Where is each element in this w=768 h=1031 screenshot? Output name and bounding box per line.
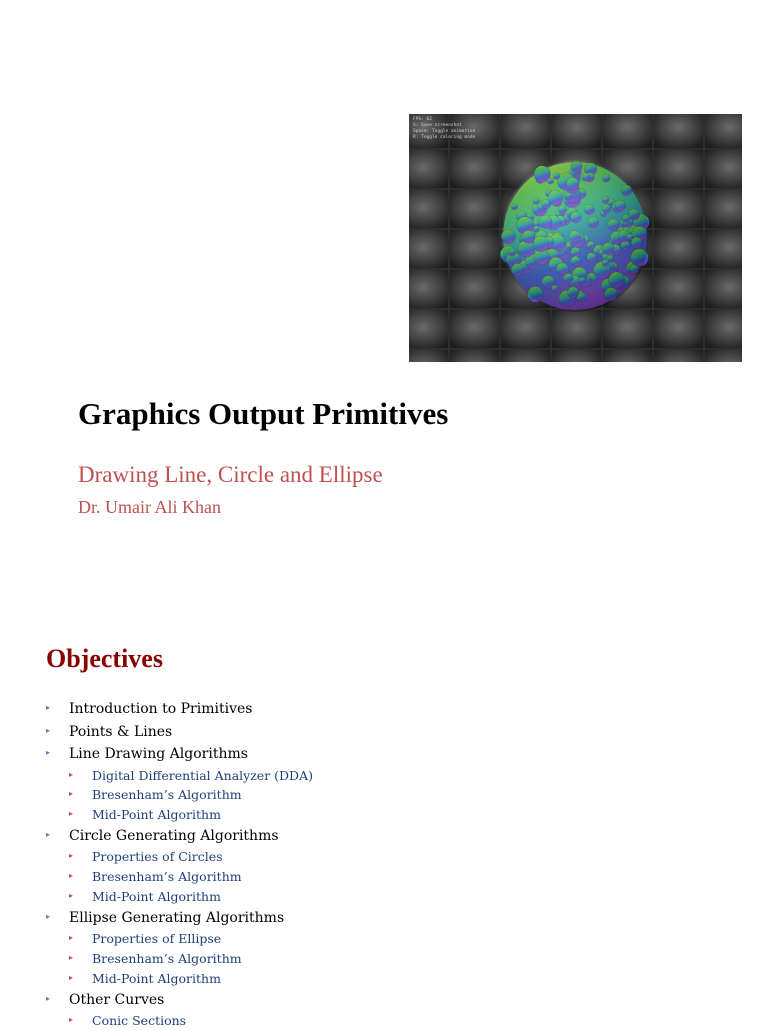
backdrop-tile bbox=[654, 150, 703, 188]
objective-label: Digital Differential Analyzer (DDA) bbox=[92, 767, 313, 783]
backdrop-tile bbox=[409, 350, 448, 362]
backdrop-tile bbox=[705, 270, 742, 308]
objective-item bbox=[46, 989, 746, 1012]
objective-label: Other Curves bbox=[69, 991, 165, 1008]
backdrop-tile bbox=[409, 230, 448, 268]
objectives-heading: Objectives bbox=[46, 644, 163, 673]
objective-label: Mid-Point Algorithm bbox=[92, 970, 221, 986]
backdrop-tile bbox=[501, 350, 550, 362]
objective-item bbox=[46, 743, 746, 766]
backdrop-tile bbox=[552, 350, 601, 362]
bullet-arrow-icon: ▸ bbox=[69, 933, 74, 943]
objective-label: Line Drawing Algorithms bbox=[69, 746, 248, 762]
backdrop-tile bbox=[705, 190, 742, 228]
bullet-arrow-icon: ▸ bbox=[69, 769, 74, 779]
backdrop-tile bbox=[603, 114, 652, 148]
backdrop-tile bbox=[501, 310, 550, 348]
backdrop-tile bbox=[705, 230, 742, 268]
backdrop-tile bbox=[654, 270, 703, 308]
fractal-shading bbox=[501, 160, 649, 312]
objective-subitem bbox=[46, 867, 746, 887]
objective-label: Conic Sections bbox=[92, 1013, 187, 1029]
bullet-arrow-icon: ▸ bbox=[69, 809, 74, 819]
backdrop-tile bbox=[654, 190, 703, 228]
bullet-arrow-icon: ▸ bbox=[69, 972, 74, 982]
objective-label: Properties of Circles bbox=[92, 849, 223, 865]
objective-subitem bbox=[46, 785, 746, 805]
objective-label: Points & Lines bbox=[69, 723, 173, 740]
backdrop-tile bbox=[552, 310, 601, 348]
backdrop-tile bbox=[409, 310, 448, 348]
objective-item bbox=[46, 698, 746, 721]
objective-subitem bbox=[46, 929, 746, 949]
backdrop-tile bbox=[705, 114, 742, 148]
backdrop-tile bbox=[603, 310, 652, 348]
objective-subitem bbox=[46, 1011, 746, 1031]
fractal-render-icon bbox=[409, 114, 742, 362]
objective-subitem bbox=[46, 949, 746, 969]
slide-subtitle: Drawing Line, Circle and Ellipse bbox=[78, 462, 383, 487]
bullet-arrow-icon: ▸ bbox=[69, 953, 74, 963]
bullet-arrow-icon: ▸ bbox=[69, 789, 74, 799]
objective-subitem bbox=[46, 805, 746, 825]
objective-subitem bbox=[46, 969, 746, 989]
backdrop-tile bbox=[705, 310, 742, 348]
backdrop-tile bbox=[501, 114, 550, 148]
backdrop-tile bbox=[654, 114, 703, 148]
objectives-list bbox=[46, 698, 746, 1031]
backdrop-tile bbox=[654, 310, 703, 348]
objective-item bbox=[46, 825, 746, 848]
objective-subitem bbox=[46, 847, 746, 867]
hud-line: FPS: 62 bbox=[413, 117, 432, 122]
backdrop-tile bbox=[654, 350, 703, 362]
bullet-arrow-icon: ▸ bbox=[69, 1015, 74, 1025]
slide-title: Graphics Output Primitives bbox=[78, 396, 449, 431]
objective-item bbox=[46, 907, 746, 930]
objective-label: Introduction to Primitives bbox=[69, 701, 253, 717]
backdrop-tile bbox=[409, 190, 448, 228]
hud-line: R: Toggle coloring mode bbox=[413, 135, 476, 140]
backdrop-tile bbox=[552, 114, 601, 148]
backdrop-tile bbox=[450, 350, 499, 362]
bullet-arrow-icon: ▸ bbox=[46, 725, 51, 735]
render-hud bbox=[413, 117, 475, 141]
bullet-arrow-icon: ▸ bbox=[46, 993, 51, 1003]
backdrop-tile bbox=[409, 270, 448, 308]
bullet-arrow-icon: ▸ bbox=[69, 851, 74, 861]
backdrop-tile bbox=[450, 230, 499, 268]
hud-line: Space: Toggle animation bbox=[413, 129, 476, 134]
objective-label: Circle Generating Algorithms bbox=[69, 827, 279, 844]
objective-label: Ellipse Generating Algorithms bbox=[69, 909, 285, 926]
fractal-render-graphic bbox=[409, 114, 742, 362]
backdrop-tile bbox=[654, 230, 703, 268]
bullet-arrow-icon: ▸ bbox=[46, 748, 51, 757]
bullet-arrow-icon: ▸ bbox=[46, 703, 51, 712]
hud-line: S: Save screenshot bbox=[413, 123, 462, 128]
objective-label: Bresenham’s Algorithm bbox=[92, 951, 242, 967]
objective-label: Properties of Ellipse bbox=[92, 931, 222, 947]
objective-label: Bresenham’s Algorithm bbox=[92, 787, 242, 803]
objective-label: Mid-Point Algorithm bbox=[92, 888, 221, 904]
bullet-arrow-icon: ▸ bbox=[46, 911, 51, 921]
bullet-arrow-icon: ▸ bbox=[46, 829, 51, 839]
bullet-arrow-icon: ▸ bbox=[69, 871, 74, 881]
backdrop-tile bbox=[705, 150, 742, 188]
bullet-arrow-icon: ▸ bbox=[69, 890, 74, 900]
objective-item bbox=[46, 721, 746, 744]
backdrop-tile bbox=[450, 310, 499, 348]
backdrop-tile bbox=[450, 150, 499, 188]
objective-label: Bresenham’s Algorithm bbox=[92, 869, 242, 885]
objective-label: Mid-Point Algorithm bbox=[92, 807, 221, 823]
slide-author: Dr. Umair Ali Khan bbox=[78, 497, 221, 517]
objective-subitem bbox=[46, 887, 746, 907]
backdrop-tile bbox=[450, 190, 499, 228]
backdrop-tile bbox=[603, 350, 652, 362]
backdrop-tile bbox=[450, 270, 499, 308]
backdrop-tile bbox=[409, 150, 448, 188]
objective-subitem bbox=[46, 766, 746, 786]
backdrop-tile bbox=[705, 350, 742, 362]
